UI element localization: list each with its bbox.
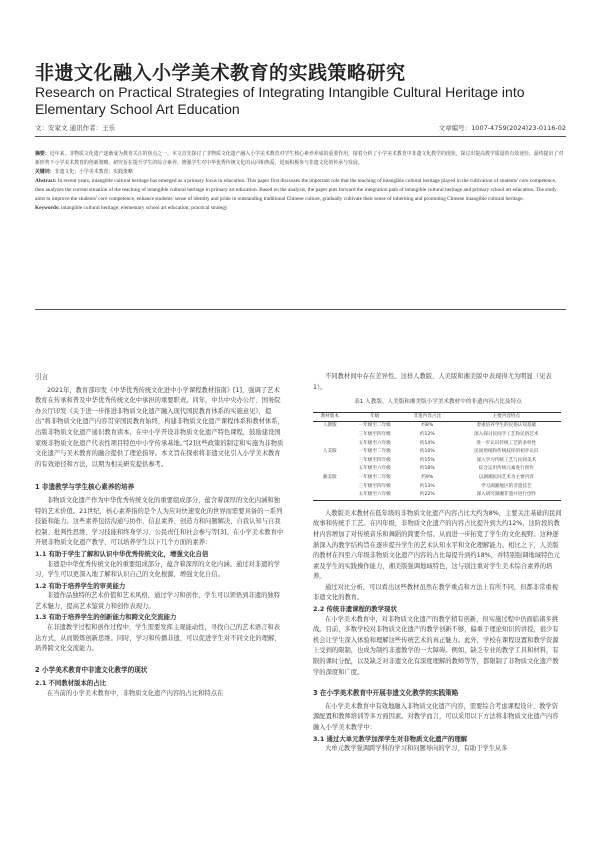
table-row xyxy=(313,431,561,440)
table-cell xyxy=(313,457,347,466)
abstract-rule xyxy=(35,309,566,310)
abstract-en: Abstract: In recent years, intangible cultural heritage has emerged as a primary focus in education. This paper first discusses the important role that the teaching of intangible cultural heritage played in the cultivation of students' core competence, then analyzes the current situation of the teaching of intangible cultural heritage in primary art education. Based on the analysis, the paper puts forward the integration path of intangible cultural heritage and primary school art education. The study aims to improve the students' core competence, enhance students' sense of identity and pride in outstanding traditional Chinese culture, gradually cultivate their sense of inheriting and promoting Chinese intangible cultural heritage. xyxy=(35,178,557,202)
table-row xyxy=(313,448,561,457)
table-cell: 人美版 xyxy=(322,449,337,455)
table-header-cell: 教材版本 xyxy=(313,412,347,422)
paragraph: 不同教材间中存在差异性。这样人教版、人美版和湘美版中表现得尤为明显（见表1）。 xyxy=(313,373,552,391)
paragraph: 非遗作品独特的艺术价值和艺术风格，通过学习和创作，学生可以领悟到非遗的独特艺术魅力，提高艺术鉴赏力和创作表现力。 xyxy=(35,592,280,610)
section-heading-2: 2 小学美术教育中非遗文化教学的现状 xyxy=(35,665,148,674)
table-cell: 约8% xyxy=(421,423,434,429)
table-cell: 五年级至六年级 xyxy=(358,440,391,446)
table-cell: 约22% xyxy=(403,491,452,500)
table-cell xyxy=(313,440,347,449)
subsection-heading-3-1: 3.1 通过大单元教学加深学生对非物质文化遗产的理解 xyxy=(313,734,468,743)
header-rule xyxy=(35,136,566,137)
right-column xyxy=(313,372,563,755)
table-cell: 三年级至四年级 xyxy=(358,457,391,463)
table-cell: 一年级至二年级 xyxy=(358,449,391,455)
author-line xyxy=(35,123,566,132)
table-cell: 一年级至二年级 xyxy=(358,474,391,480)
table-cell: 深入学习传统工艺与民间美术 xyxy=(476,457,537,463)
left-column xyxy=(35,372,285,700)
table-cell: 三年级至四年级 xyxy=(358,431,391,437)
section-heading-3: 3 在小学美术教育中开展非遗文化教学的实践策略 xyxy=(313,689,459,698)
paragraph: 非物质文化遗产作为中华优秀传统文化的重要组成部分，蕴含着深厚的文化内涵和独特的艺术价值。21世纪，核心素养指的是个人为应对快速变化的世界而需要具备的一系列技能和能力。这些素养包括沟通与协作、信息素养、创造力和问题解决、自我认知与自我控制、批判性思维、学习技能和终身学习、公民责任和社会参与等[3]。在小学美术教育中开展非物质文化遗产教学，可以培养学生以下几个方面的素养： xyxy=(35,496,284,547)
table-cell: 约10% xyxy=(419,449,435,455)
subsection-heading-2-1: 2.1 不同教材版本的占比 xyxy=(35,679,107,688)
table-row xyxy=(313,422,561,431)
table-cell: 约9% xyxy=(421,474,434,480)
paragraph: 在非遗教学过程和创作过程中，学生需要发挥主观能动性，寻找自己的艺术语言和表达方式，从而锻炼创新思维。同时，学习和传播非遗，可以促进学生对不同文化的理解，培养跨文化交流能力。 xyxy=(35,624,281,653)
abstract-cn: 摘要：近年来，非物质文化遗产逐渐成为教育关注的焦点之一。本文首先探讨了非物质文化遗产融入小学美术教育对学生核心素养养成的重要作用，接着分析了小学美术教育中非遗文化教学的现状，探讨出提高教学质量的有效途径，最终提出了对新形势下小学美术教育的创新策略。研究旨在提升学生的综合素养、增强学生对中华优秀传统文化的认同和热爱，进而积极参与非遗文化的传承与发展。 xyxy=(35,151,564,166)
content-table xyxy=(313,412,561,501)
table-cell: 进一步认识传统工艺的多样性 xyxy=(476,440,537,446)
table-cell: 以湖湘民间艺术为主要内容 xyxy=(478,474,534,480)
table-cell: 约18% xyxy=(419,466,435,472)
paragraph: 人教版美术教材在低年级的非物质文化遗产内容占比大约为8%，主要关注基础的民间故事和传统手工艺。在四年级，非物质文化遗产的内容占比提升到大约12%，这阶段的教材内容增加了对传统音乐和舞蹈的简要介绍。从而进一步拓宽了学生的文化视野。这种逐渐深入的教学结构旨在逐步提升学生的艺术认知水平和文化理解能力。相比之下，人美版的教材在四至六年级非物质文化遗产内容的占比每提升到约18%，并特别强调地域特色元素及学生的实践操作能力，湘美版强调地域特色，这与别注重对学生美术综合素养的培养。 xyxy=(313,509,562,581)
table-cell: 约13% xyxy=(419,483,435,489)
table-cell: 人教版 xyxy=(322,423,337,429)
table-row xyxy=(313,465,561,474)
subsection-heading-1-3: 1.3 有助于培养学生的创新能力和跨文化交流能力 xyxy=(35,613,177,622)
keywords-en: Keywords: intangible cultural heritage; elementary school art education; practical strategy xyxy=(35,205,228,211)
table-cell: 综合运用传统元素进行创作 xyxy=(478,466,534,472)
table-cell: 着重培养学生的民俗认知基础 xyxy=(476,423,537,429)
authors: 文：安家文 通讯作者：王乐 xyxy=(35,124,116,132)
table-cell: 深入探讨民间手工艺和民俗艺术 xyxy=(474,431,539,437)
paragraph: 2021年，教育部印发《中华优秀传统文化进中小学课程教材指南》[1]，强调了艺术教育在传承和普及中华优秀传统文化中承担的重要职责。同年，中共中央办公厅、国务院办公厅印发《关于进一步推进非物质文化遗产融入现代国民教育体系的实施意见》，提出“将非物质文化遗产内容贯穿国民教育始终，构建非物质文化遗产课程体系和教材体系，出版非物质文化遗产通识教育读本，在中小学开设非物质文化遗产特色课程，鼓励建设国家级非物质文化遗产代表性项目特色中小学传承基地。”[2]这些政策的制定和实施为非物质文化遗产与美术教育的融合提供了理论指导。本文旨在探索将非遗文化引入小学美术教育的有效途径和方法，以期为相关研究提供参考。 xyxy=(35,386,284,468)
table-cell xyxy=(313,431,347,440)
paragraph: 大单元教学强调跨学科的学习和问题导向的学习，有助于学生从多 xyxy=(325,745,508,753)
table-cell: 约15% xyxy=(419,457,435,463)
article-id: 文章编号：1007-4759(2024)23-0116-02 xyxy=(438,124,566,132)
table-cell: 约12% xyxy=(419,431,435,437)
table-cell: 学习湖湘地区的非遗技艺 xyxy=(481,483,532,489)
table-row xyxy=(313,483,561,492)
paragraph: 在小学美术教育中有效地融入非物质文化遗产内容，需要综合考虑课程设计、教学资源配置和教师培训等多方面因素。对教学而言，可以采用以下方法将非物质文化遗产内容融入小学美术教学中： xyxy=(313,702,559,731)
subsection-heading-1-2: 1.2 有助于培养学生的审美能力 xyxy=(35,581,126,590)
table-caption: 表1 人教版、人美版和湘美版小学美术教材中的非遗内容占比及特点 xyxy=(354,399,522,406)
paper-title-cn: 非遗文化融入小学美术教育的实践策略研究 xyxy=(35,62,406,84)
table-cell: 民间剪纸和传统纹样的初步认识 xyxy=(474,449,539,455)
table-cell: 深入研究湖湘非遗并进行创作 xyxy=(452,491,561,500)
section-heading-intro: 引言 xyxy=(35,373,49,381)
table-cell xyxy=(313,491,347,500)
table-cell: 五年级至六年级 xyxy=(347,491,403,500)
table-row xyxy=(313,491,561,500)
table-cell: 约14% xyxy=(419,440,435,446)
paragraph: 在当前的小学美术教育中，非物质文化遗产内容的占比和特点在 xyxy=(47,690,224,698)
table-header-cell: 年级 xyxy=(347,412,403,422)
abstract-block xyxy=(35,150,566,213)
table-cell: 湘美版 xyxy=(322,474,337,480)
table-cell: 五年级至六年级 xyxy=(358,466,391,472)
paragraph: 通过对比分析，可以看出这些教材虽然在教学重点和方法上有所不同，但都非常重视非遗文化的教育。 xyxy=(313,583,558,602)
paragraph: 非遗是中华优秀传统文化的重要组成部分，蕴含着深厚的文化内涵。通过对非遗的学习，学生可以更深入地了解和认识自己的文化根源，增强文化自信。 xyxy=(35,560,280,579)
table-cell xyxy=(313,465,347,474)
paragraph: 在小学美术教育中，对非物质文化遗产的教学稍有创新，但实施过程中仍面临诸多挑战。目前，多数学校对非物质文化遗产的教学创新不够，偏重于理论知识的讲授，很少有机会让学生深入体验和理解这些传统艺术的真正魅力。此外，学校在课程设置和教学资源上受到的限制，也成为制约非遗教学的一大障碍。例如，缺乏专业的教学工具和材料，有限的课时分配，以及缺乏对非遗文化有深度理解的教师等等，都限制了非物质文化遗产教学的深度和广度。 xyxy=(313,615,559,676)
table-row xyxy=(313,474,561,483)
table-cell: 三年级至四年级 xyxy=(358,483,391,489)
section-heading-1: 1 非遗教学与学生核心素养的培养 xyxy=(35,483,135,492)
table-row xyxy=(313,440,561,449)
subsection-heading-1-1: 1.1 有助于学生了解和认识中华优秀传统文化，增强文化自信 xyxy=(35,549,209,558)
table-header-cell: 非遗内容占比 xyxy=(403,412,452,422)
paper-title-en: Research on Practical Strategies of Integrating Intangible Cultural Heritage into Elementary School Art Education xyxy=(35,84,525,117)
table-cell: 一年级至二年级 xyxy=(358,423,391,429)
table-header-cell: 主要内容特点 xyxy=(452,412,561,422)
keywords-cn: 关键词：非遗文化；小学美术教育；实践策略 xyxy=(35,169,133,175)
subsection-heading-2-2: 2.2 传统非遗课程的教学现状 xyxy=(313,605,397,614)
table-row xyxy=(313,457,561,466)
table-cell xyxy=(313,483,347,492)
